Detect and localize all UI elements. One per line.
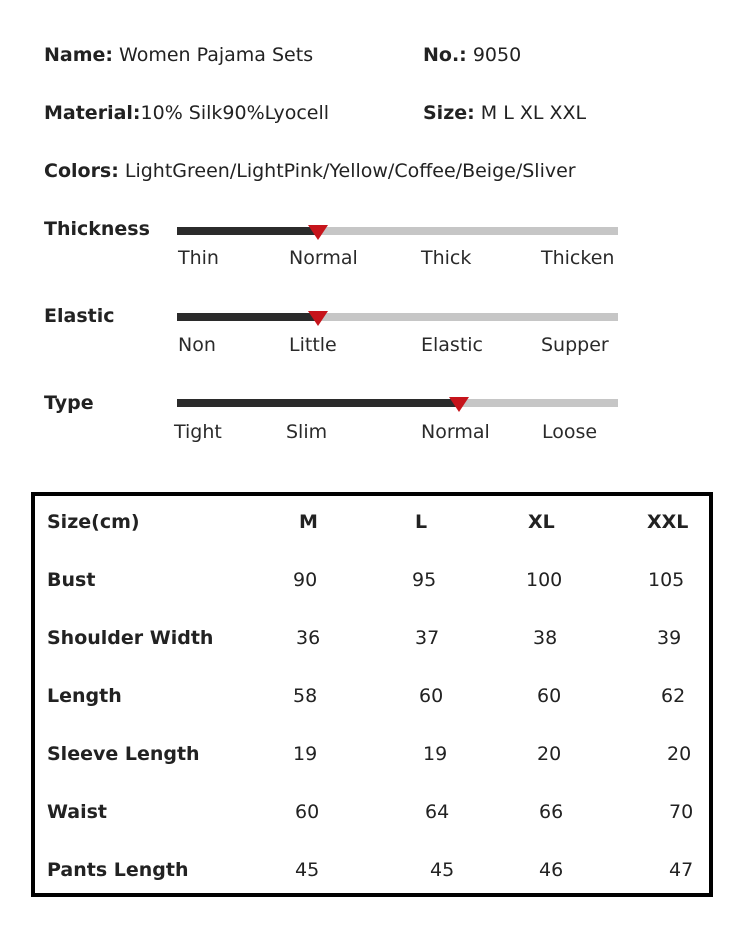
scale-tick: Thick [421, 247, 472, 269]
table-cell: 39 [657, 627, 682, 649]
table-row-label: Length [47, 685, 122, 707]
table-cell: 60 [537, 685, 562, 707]
product-number-line [423, 44, 521, 66]
table-cell: 37 [415, 627, 440, 649]
table-cell: 100 [526, 569, 563, 591]
scale-fill [177, 227, 318, 235]
name-value: Women Pajama Sets [113, 44, 314, 66]
table-cell: 64 [425, 801, 450, 823]
scale-tick: Elastic [421, 334, 484, 356]
number-label: No.: [423, 44, 467, 66]
table-cell: 36 [296, 627, 321, 649]
table-cell: 105 [648, 569, 685, 591]
scale-marker-icon [449, 397, 469, 412]
scale-tick: Supper [541, 334, 609, 356]
colors-line [44, 160, 576, 182]
table-cell: 19 [423, 743, 448, 765]
table-cell: 45 [295, 859, 320, 881]
scale-fill [177, 399, 459, 407]
scale-tick: Normal [289, 247, 358, 269]
table-cell: 20 [667, 743, 692, 765]
scale-track [177, 399, 618, 407]
material-value: 10% Silk90%Lyocell [140, 102, 330, 124]
size-value: M L XL XXL [474, 102, 587, 124]
table-cell: 47 [669, 859, 694, 881]
table-row-label: Waist [47, 801, 108, 823]
table-cell: 60 [419, 685, 444, 707]
scale-track [177, 313, 618, 321]
scale-tick: Thin [178, 247, 219, 269]
table-cell: 60 [295, 801, 320, 823]
colors-value: LightGreen/LightPink/Yellow/Coffee/Beige/Sliver [118, 160, 576, 182]
scale-tick: Little [289, 334, 337, 356]
scale-tick: Non [178, 334, 216, 356]
scale-marker-icon [308, 225, 328, 240]
scale-tick: Slim [286, 421, 328, 443]
table-cell: 38 [533, 627, 558, 649]
scale-tick: Tight [174, 421, 222, 443]
table-cell: 66 [539, 801, 564, 823]
table-header-cell: XXL [647, 511, 689, 533]
table-cell: 45 [430, 859, 455, 881]
table-header-cell: Size(cm) [47, 511, 140, 533]
name-label: Name: [44, 44, 114, 66]
table-cell: 46 [539, 859, 564, 881]
colors-label: Colors: [44, 160, 119, 182]
scale-track [177, 227, 618, 235]
scale-marker-icon [308, 311, 328, 326]
table-cell: 58 [293, 685, 318, 707]
size-line [423, 102, 586, 124]
table-row-label: Pants Length [47, 859, 189, 881]
table-header-cell: M [299, 511, 318, 533]
size-table [31, 492, 713, 897]
product-name-line [44, 44, 313, 66]
table-header-cell: XL [528, 511, 555, 533]
size-label: Size: [423, 102, 475, 124]
table-row-label: Sleeve Length [47, 743, 200, 765]
table-row-label: Shoulder Width [47, 627, 214, 649]
table-cell: 70 [669, 801, 694, 823]
table-cell: 20 [537, 743, 562, 765]
material-label: Material: [44, 102, 141, 124]
table-header-cell: L [415, 511, 428, 533]
scale-tick: Normal [421, 421, 490, 443]
number-value: 9050 [466, 44, 522, 66]
material-line [44, 102, 329, 124]
scale-label: Thickness [44, 218, 150, 240]
scale-tick: Thicken [541, 247, 615, 269]
scale-label: Elastic [44, 305, 115, 327]
table-cell: 19 [293, 743, 318, 765]
scale-label: Type [44, 392, 94, 414]
table-row-label: Bust [47, 569, 96, 591]
table-cell: 95 [412, 569, 437, 591]
table-cell: 62 [661, 685, 686, 707]
table-cell: 90 [293, 569, 318, 591]
scale-fill [177, 313, 318, 321]
scale-tick: Loose [542, 421, 598, 443]
